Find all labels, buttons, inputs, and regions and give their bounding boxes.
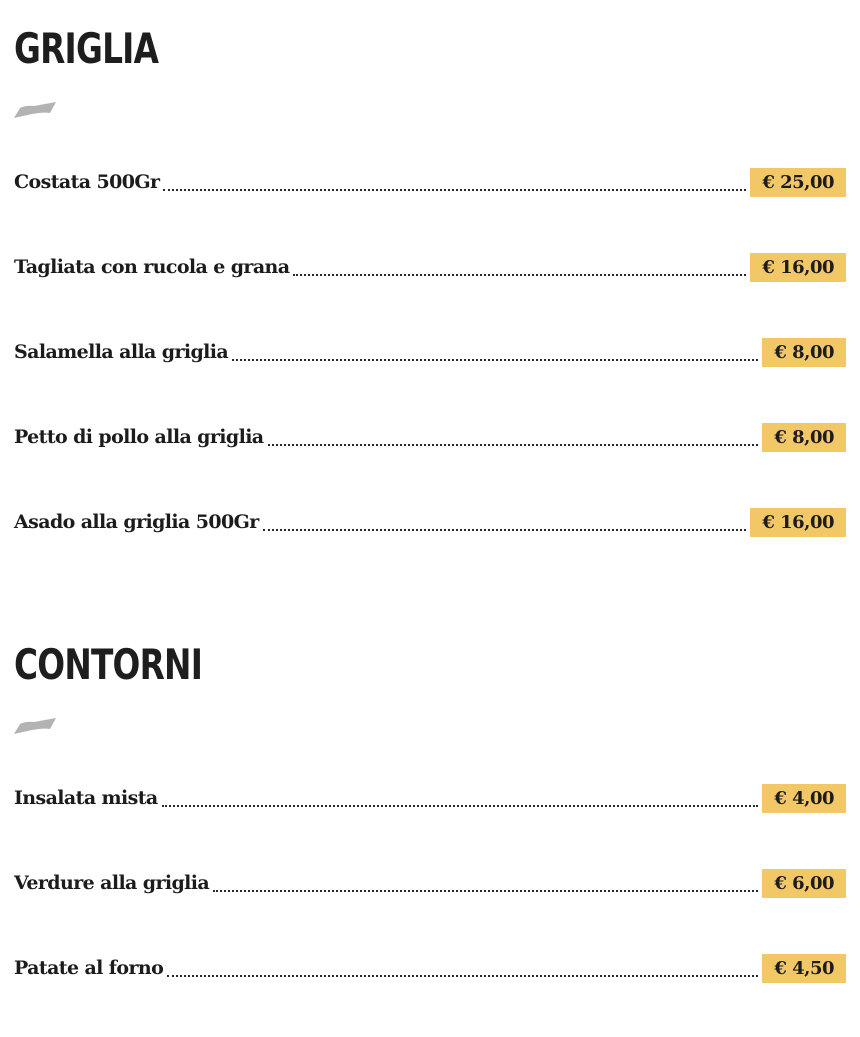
price-badge: € 16,00 (750, 253, 846, 282)
menu-item (14, 421, 846, 453)
price-badge: € 8,00 (762, 423, 846, 452)
menu-item (14, 336, 846, 368)
item-name: Asado alla griglia 500Gr (14, 511, 259, 533)
menu-item (14, 867, 846, 899)
price-badge: € 25,00 (750, 168, 846, 197)
item-name: Insalata mista (14, 787, 158, 809)
dotted-leader (232, 359, 758, 361)
menu-item (14, 251, 846, 283)
dotted-leader (268, 444, 759, 446)
dotted-leader (293, 274, 746, 276)
dotted-leader (162, 805, 759, 807)
dotted-leader (213, 890, 758, 892)
price-badge: € 6,00 (762, 869, 846, 898)
price-badge: € 8,00 (762, 338, 846, 367)
menu-item (14, 166, 846, 198)
section-title: CONTORNI (14, 640, 203, 689)
item-name: Verdure alla griglia (14, 872, 210, 894)
item-name: Salamella alla griglia (14, 341, 229, 363)
dotted-leader (163, 189, 746, 191)
menu-list (14, 782, 846, 1037)
brush-stroke-divider-icon (14, 718, 56, 734)
menu-item (14, 506, 846, 538)
price-badge: € 4,00 (762, 784, 846, 813)
item-name: Costata 500Gr (14, 171, 160, 193)
dotted-leader (167, 975, 758, 977)
section-contorni (14, 640, 846, 979)
price-badge: € 16,00 (750, 508, 846, 537)
menu-list (14, 166, 846, 591)
item-name: Tagliata con rucola e grana (14, 256, 290, 278)
item-name: Patate al forno (14, 957, 164, 979)
section-griglia (14, 24, 846, 533)
price-badge: € 4,50 (762, 954, 846, 983)
menu-item (14, 952, 846, 984)
section-title: GRIGLIA (14, 24, 159, 73)
dotted-leader (263, 529, 747, 531)
item-name: Petto di pollo alla griglia (14, 426, 264, 448)
menu-item (14, 782, 846, 814)
brush-stroke-divider-icon (14, 102, 56, 118)
